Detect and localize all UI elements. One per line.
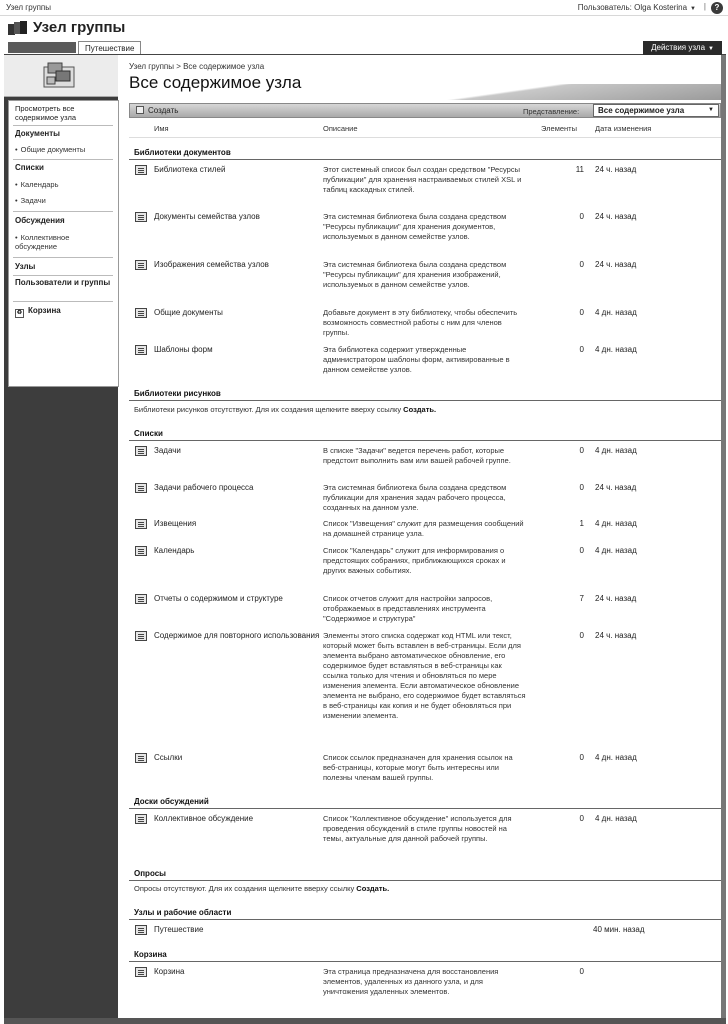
row-date: 24 ч. назад	[595, 631, 637, 640]
empty-message-text: Библиотеки рисунков отсутствуют. Для их создания щелкните вверху ссылку	[134, 405, 404, 414]
document-library-icon	[135, 260, 147, 270]
site-image-area	[4, 55, 118, 97]
row-description: Эта библиотека содержит утвержденные администратором шаблоны форм, активированные в данном семействе узлов.	[323, 345, 510, 374]
row-description: Список "Коллективное обсуждение" используется для проведения обсуждений в стиле группы новостей на темы, актуальные для данной рабочей группы.	[323, 814, 512, 843]
page-title: Все содержимое узла	[129, 73, 302, 92]
surveys-empty-message	[134, 884, 389, 893]
row-count: 0	[579, 345, 584, 354]
row-name[interactable]: Изображения семейства узлов	[154, 260, 269, 269]
divider	[13, 159, 113, 160]
row-name[interactable]: Путешествие	[154, 925, 204, 934]
divider	[129, 961, 721, 962]
view-select-value: Все содержимое узла	[598, 106, 685, 115]
title-decoration	[340, 84, 724, 100]
create-button[interactable]	[136, 106, 178, 115]
ql-heading-lists[interactable]: Списки	[15, 163, 44, 172]
divider	[129, 400, 721, 401]
row-count: 7	[579, 594, 584, 603]
ql-item-label: Календарь	[20, 180, 59, 189]
help-icon[interactable]: ?	[711, 2, 723, 14]
row-description: Эта системная библиотека была создана средством "Ресурсы публикации" для хранения изображений, используемых в данном семействе узлов.	[323, 260, 507, 289]
row-date: 4 дн. назад	[595, 546, 637, 555]
user-name: Пользователь: Olga Kosterina	[577, 3, 688, 12]
row-name[interactable]: Коллективное обсуждение	[154, 814, 254, 823]
row-description: Список ссылок предназначен для хранения ссылок на веб-страницы, которые могут быть интересны или полезны членам вашей группы.	[323, 753, 513, 782]
top-bar	[0, 0, 728, 16]
breadcrumb[interactable]: Узел группы > Все содержимое узла	[129, 62, 265, 71]
site-logo-icon	[8, 21, 28, 35]
row-description: Список отчетов служит для настройки запросов, отображаемых в представлениях инструмента "Содержимое и структура"	[323, 594, 493, 623]
divider	[13, 125, 113, 126]
page-border	[4, 1018, 726, 1024]
ql-item-label: Общие документы	[20, 145, 86, 154]
top-site-link[interactable]: Узел группы	[6, 3, 51, 12]
row-date: 24 ч. назад	[595, 212, 637, 221]
row-count: 1	[579, 519, 584, 528]
calendar-icon	[135, 546, 147, 556]
ql-heading-discussions[interactable]: Обсуждения	[15, 216, 65, 225]
chevron-down-icon: ▼	[708, 107, 714, 113]
row-date: 4 дн. назад	[595, 814, 637, 823]
links-list-icon	[135, 753, 147, 763]
row-name[interactable]: Библиотека стилей	[154, 165, 226, 174]
row-date: 4 дн. назад	[595, 345, 637, 354]
ql-item-label: Задачи	[20, 196, 46, 205]
row-count: 0	[579, 446, 584, 455]
row-description: Этот системный список был создан средством "Ресурсы публикации" для хранения настраиваемых стилей XSL и таблиц каскадных стилей.	[323, 165, 522, 194]
divider	[129, 880, 721, 881]
row-name[interactable]: Общие документы	[154, 308, 223, 317]
divider	[13, 301, 113, 302]
reusable-content-icon	[135, 631, 147, 641]
view-label: Представление:	[523, 107, 580, 116]
section-recycle-bin: Корзина	[134, 950, 167, 959]
workflow-tasks-icon	[135, 483, 147, 493]
user-menu[interactable]	[578, 3, 696, 12]
reports-list-icon	[135, 594, 147, 604]
row-description: Эта системная библиотека была создана средством публикации для хранения задач рабочего процесса, созданных на данном узле.	[323, 483, 507, 512]
chevron-down-icon: ▼	[708, 46, 714, 52]
discussion-board-icon	[135, 814, 147, 824]
row-date: 24 ч. назад	[595, 165, 637, 174]
site-actions-label: Действия узла	[651, 43, 706, 52]
divider	[13, 275, 113, 276]
row-date: 4 дн. назад	[595, 308, 637, 317]
divider	[129, 919, 721, 920]
tasks-list-icon	[135, 446, 147, 456]
row-name[interactable]: Задачи	[154, 446, 181, 455]
ql-item-team-discussion[interactable]	[15, 233, 113, 251]
chevron-down-icon: ▼	[690, 6, 696, 12]
row-name[interactable]: Документы семейства узлов	[154, 212, 260, 221]
divider	[129, 137, 721, 138]
empty-message-text: Опросы отсутствуют. Для их создания щелкните вверху ссылку	[134, 884, 357, 893]
ql-heading-documents[interactable]: Документы	[15, 129, 60, 138]
column-header-modified[interactable]: Дата изменения	[595, 124, 652, 133]
ql-heading-sites[interactable]: Узлы	[15, 262, 36, 271]
quick-launch	[8, 100, 119, 387]
column-header-name[interactable]: Имя	[154, 124, 169, 133]
row-count: 0	[579, 546, 584, 555]
row-count: 0	[579, 260, 584, 269]
column-header-description[interactable]: Описание	[323, 124, 358, 133]
section-discussion-boards: Доски обсуждений	[134, 797, 209, 806]
row-count: 0	[579, 631, 584, 640]
divider	[13, 211, 113, 212]
row-description: Список "Календарь" служит для информирования о предстоящих собраниях, приближающихся сроках и других важных событиях.	[323, 546, 506, 575]
picture-libraries-empty-message	[134, 405, 436, 414]
row-description: Добавьте документ в эту библиотеку, чтобы обеспечить возможность совместной работы с ним для членов группы.	[323, 308, 518, 337]
announcements-icon	[135, 519, 147, 529]
site-header	[0, 16, 728, 40]
tab-home[interactable]	[8, 42, 76, 53]
ql-heading-people-groups[interactable]: Пользователи и группы	[15, 278, 111, 287]
bullet-icon: •	[15, 145, 18, 154]
row-name[interactable]: Извещения	[154, 519, 197, 528]
row-date: 24 ч. назад	[595, 483, 637, 492]
bullet-icon: •	[15, 196, 18, 205]
row-date: 40 мин. назад	[593, 925, 645, 934]
row-count: 0	[579, 483, 584, 492]
top-separator: |	[703, 2, 706, 11]
recycle-bin-icon: ♻	[16, 310, 23, 316]
row-date: 4 дн. назад	[595, 753, 637, 762]
section-sites: Узлы и рабочие области	[134, 908, 232, 917]
view-select[interactable]	[593, 104, 719, 117]
ql-recycle-bin-label: Корзина	[28, 306, 61, 315]
section-lists: Списки	[134, 429, 163, 438]
divider	[129, 159, 721, 160]
row-name[interactable]: Ссылки	[154, 753, 183, 762]
recycle-bin-icon	[135, 967, 147, 977]
create-label: Создать	[148, 106, 179, 115]
section-surveys: Опросы	[134, 869, 167, 878]
ql-recycle-bin[interactable]	[15, 306, 61, 318]
create-link[interactable]: Создать.	[356, 884, 390, 893]
page-border	[721, 55, 726, 1018]
row-description: Эта страница предназначена для восстановления элементов, удаленных из данного узла, и для уничтожения удаленных элементов.	[323, 967, 499, 996]
row-description: Элементы этого списка содержат код HTML или текст, который может быть вставлен в веб-страницы. Если для элемента выбрано автоматическое обновление, его содержимое будет вставляться в веб-страницы как ссылка только для чтения и обновляться по мере изменения элемента. Если автоматическое обновление элемента не выбрано, его содержимое будет вставляться в веб-страницы как копия и не будет обновляться при изменении элемента.	[323, 631, 526, 720]
row-date: 24 ч. назад	[595, 260, 637, 269]
row-count: 0	[579, 753, 584, 762]
left-column	[4, 55, 118, 1018]
row-date: 4 дн. назад	[595, 446, 637, 455]
section-doc-libraries: Библиотеки документов	[134, 148, 231, 157]
section-picture-libraries: Библиотеки рисунков	[134, 389, 221, 398]
row-count: 0	[579, 814, 584, 823]
document-library-icon	[135, 308, 147, 318]
row-date: 24 ч. назад	[595, 594, 637, 603]
row-name[interactable]: Отчеты о содержимом и структуре	[154, 594, 283, 603]
site-title[interactable]: Узел группы	[33, 19, 126, 36]
create-icon	[136, 106, 144, 114]
row-count: 0	[579, 212, 584, 221]
ql-item-shared-documents[interactable]	[15, 145, 113, 154]
row-description: Список "Извещения" служит для размещения сообщений на домашней странице узла.	[323, 519, 524, 538]
site-actions-menu[interactable]	[643, 41, 722, 55]
row-name[interactable]: Шаблоны форм	[154, 345, 213, 354]
row-date: 4 дн. назад	[595, 519, 637, 528]
document-library-icon	[135, 165, 147, 175]
divider	[129, 808, 721, 809]
divider	[13, 257, 113, 258]
row-name[interactable]: Корзина	[154, 967, 185, 976]
site-image-icon	[42, 61, 78, 89]
content-toolbar	[129, 103, 721, 118]
tab-travel[interactable]: Путешествие	[78, 41, 141, 54]
row-count: 11	[575, 165, 584, 174]
bullet-icon: •	[15, 233, 18, 242]
view-all-site-content-link[interactable]: Просмотреть все содержимое узла	[15, 104, 76, 122]
row-count: 0	[579, 967, 584, 976]
row-count: 0	[579, 308, 584, 317]
row-name[interactable]: Календарь	[154, 546, 195, 555]
bullet-icon: •	[15, 180, 18, 189]
top-nav	[4, 40, 726, 55]
document-library-icon	[135, 212, 147, 222]
row-description: В списке "Задачи" ведется перечень работ, которые предстоит выполнить вам или вашей рабочей группе.	[323, 446, 511, 465]
form-library-icon	[135, 345, 147, 355]
divider	[129, 440, 721, 441]
row-name[interactable]: Задачи рабочего процесса	[154, 483, 254, 492]
create-link[interactable]: Создать.	[403, 405, 437, 414]
row-name[interactable]: Содержимое для повторного использования	[154, 631, 320, 640]
ql-item-label: Коллективное обсуждение	[15, 233, 70, 251]
site-icon	[135, 925, 147, 935]
ql-item-calendar[interactable]	[15, 180, 113, 189]
ql-item-tasks[interactable]	[15, 196, 113, 205]
row-description: Эта системная библиотека была создана средством "Ресурсы публикации" для хранения документов, используемых в данном семействе узлов.	[323, 212, 507, 241]
column-header-items[interactable]: Элементы	[541, 124, 577, 133]
